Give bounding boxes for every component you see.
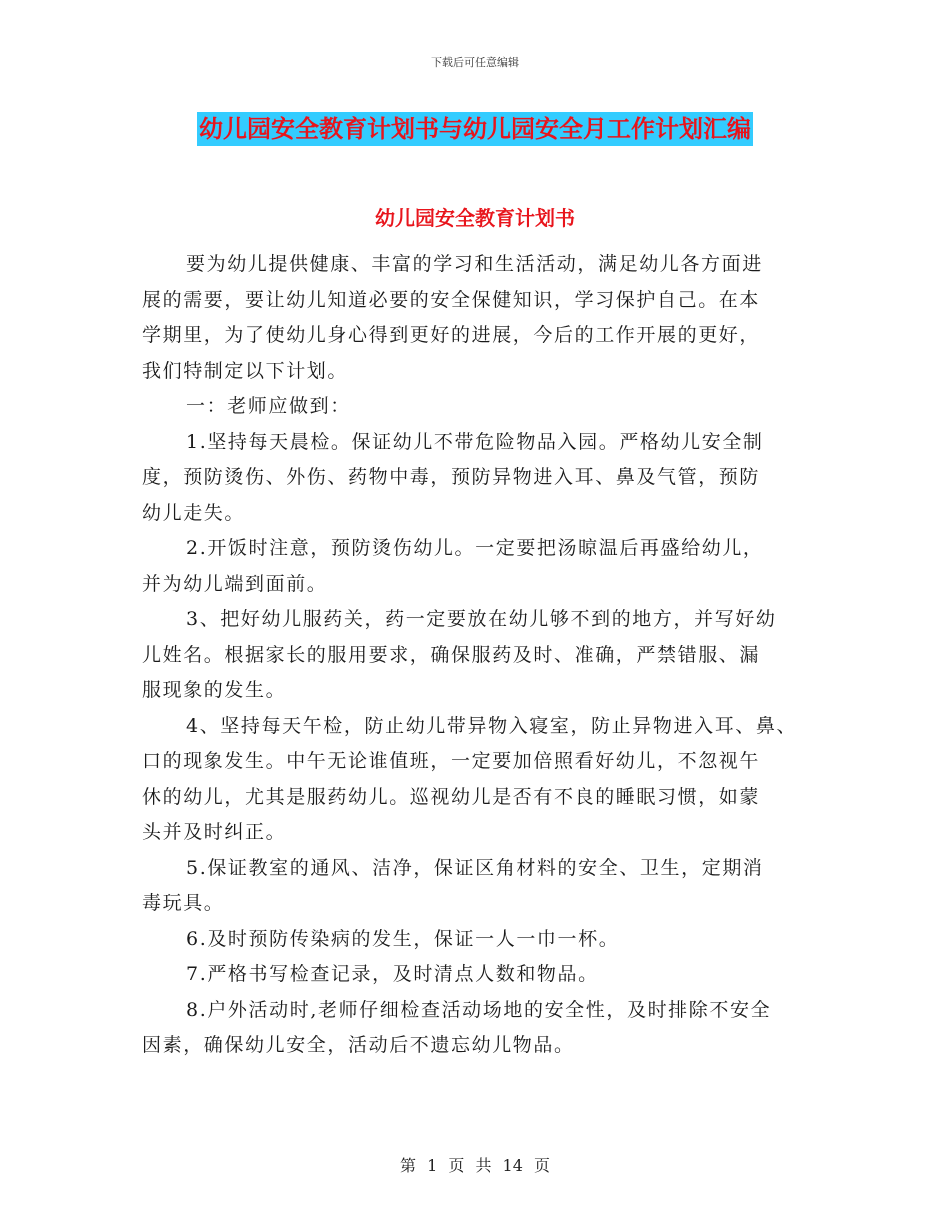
body-line: 4、坚持每天午检，防止幼儿带异物入寝室，防止异物进入耳、鼻、: [186, 714, 798, 737]
body-line: 6.及时预防传染病的发生，保证一人一巾一杯。: [186, 927, 620, 950]
body-line: 展的需要，要让幼儿知道必要的安全保健知识，学习保护自己。在本: [142, 288, 761, 311]
body-line: 2.开饭时注意，预防烫伤幼儿。一定要把汤晾温后再盛给幼儿，: [186, 537, 764, 559]
body-line: 3、把好幼儿服药关，药一定要放在幼儿够不到的地方，并写好幼: [186, 608, 777, 630]
body-line: 服现象的发生。: [142, 679, 287, 701]
body-line: 头并及时纠正。: [142, 821, 287, 843]
body-line: 并为幼儿端到面前。: [142, 572, 328, 595]
body-line: 我们特制定以下计划。: [142, 359, 349, 382]
body-line: 儿姓名。根据家长的服用要求，确保服药及时、准确，严禁错服、漏: [142, 643, 761, 666]
body-line: 8.户外活动时,老师仔细检查活动场地的安全性，及时排除不安全: [186, 998, 772, 1021]
body-line: 一：老师应做到：: [186, 395, 351, 417]
document-body: [142, 247, 822, 1064]
body-line: 幼儿走失。: [142, 501, 246, 524]
body-line: 5.保证教室的通风、洁净，保证区角材料的安全、卫生，定期消: [186, 856, 764, 879]
body-line: 毒玩具。: [142, 892, 225, 914]
body-line: 度，预防烫伤、外伤、药物中毒，预防异物进入耳、鼻及气管，预防: [142, 466, 761, 488]
section-title: 幼儿园安全教育计划书: [375, 206, 575, 230]
header-note: 下载后可任意编辑: [431, 56, 519, 69]
body-line: 7.严格书写检查记录，及时清点人数和物品。: [186, 963, 599, 985]
body-line: 因素，确保幼儿安全，活动后不遗忘幼儿物品。: [142, 1034, 575, 1056]
body-line: 休的幼儿，尤其是服药幼儿。巡视幼儿是否有不良的睡眠习惯，如蒙: [142, 785, 761, 808]
body-line: 要为幼儿提供健康、丰富的学习和生活活动，满足幼儿各方面进: [186, 253, 763, 275]
document-main-title: 幼儿园安全教育计划书与幼儿园安全月工作计划汇编: [197, 112, 753, 146]
page-footer: 第 1 页 共 14 页: [400, 1156, 550, 1175]
body-line: 学期里，为了使幼儿身心得到更好的进展，今后的工作开展的更好，: [142, 324, 761, 346]
body-line: 口的现象发生。中午无论谁值班，一定要加倍照看好幼儿，不忽视午: [142, 750, 761, 772]
body-line: 1.坚持每天晨检。保证幼儿不带危险物品入园。严格幼儿安全制: [186, 430, 764, 453]
